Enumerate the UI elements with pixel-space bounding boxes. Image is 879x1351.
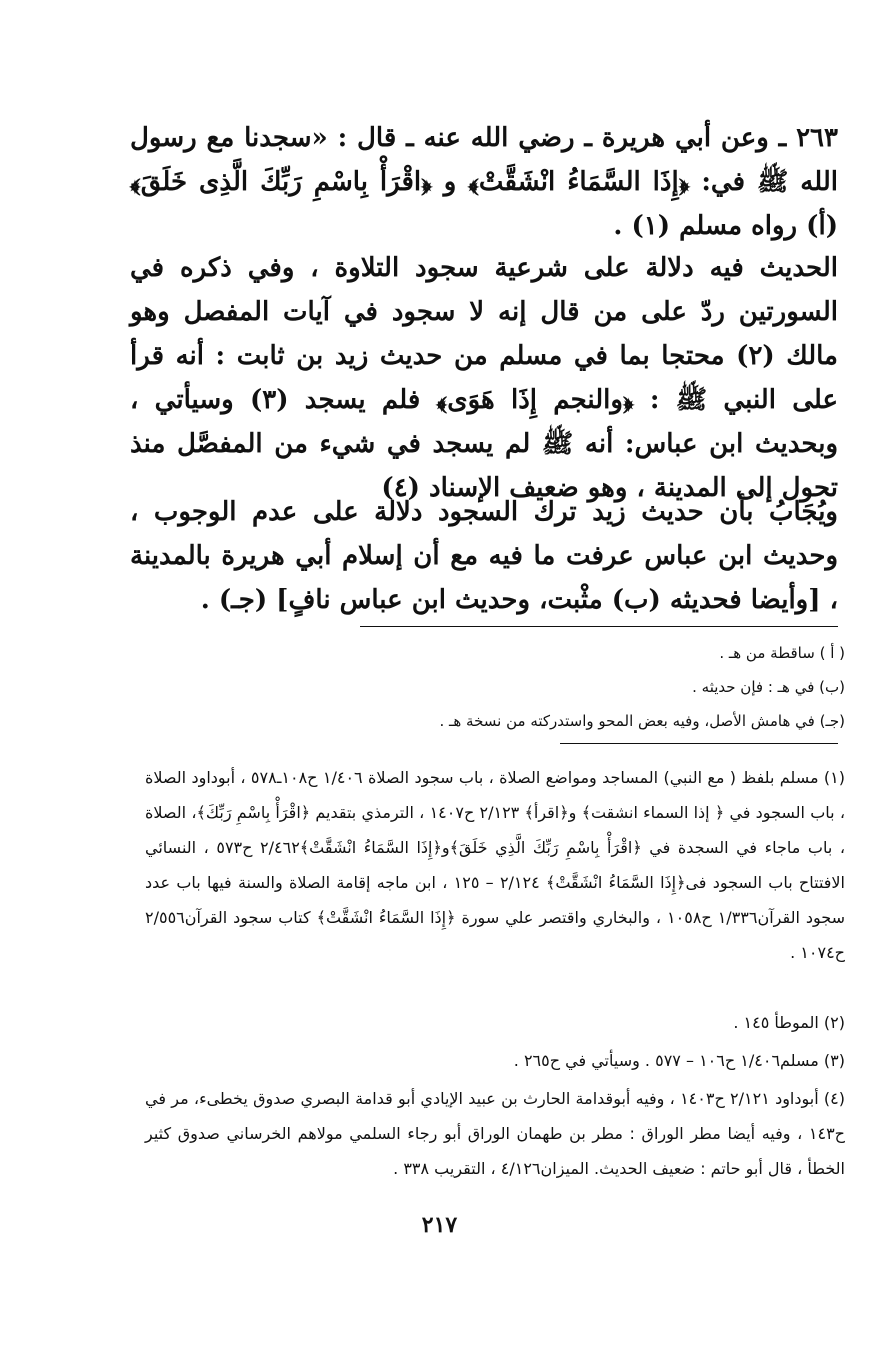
footnote-1: (١) مسلم بلفظ ( مع النبي) المساجد ومواضع الصلاة ، باب سجود الصلاة ١/٤٠٦ ح١٠٨ـ٥٧٨ ، أبوداود الصلاة ، باب السجود في ﴿ إذا السماء انشقت﴾ و﴿اقرأ﴾ ٢/١٢٣ ح١٤٠٧ ، الترمذي بتقديم ﴿اقْرَأْ بِاسْمِ رَبِّكَ﴾، الصلاة ، باب ماجاء في السجدة في ﴿اقْرَأْ بِاسْمِ رَبِّكَ الَّذِي خَلَقَ﴾و﴿إِذَا السَّمَاءُ انْشَقَّتْ﴾٢/٤٦٢ ح٥٧٣ ، النسائي الافتتاح باب السجود فى﴿إِذَا السَّمَاءُ انْشَقَّتْ﴾ ٢/١٢٤ – ١٢٥ ، ابن ماجه إقامة الصلاة والسنة فيها باب عدد سجود القرآن١/٣٣٦ ح١٠٥٨ ، والبخاري واقتصر علي سورة ﴿إِذَا السَّمَاءُ انْشَقَّتْ﴾ كتاب سجود القرآن٢/٥٥٦ ح١٠٧٤ . <box>145 768 846 962</box>
variant-note-c: (جـ) في هامش الأصل، وفيه بعض المحو واستدركته من نسخة هـ . <box>439 712 845 730</box>
variant-notes <box>300 636 845 738</box>
hadith-paragraph: ٢٦٣ ـ وعن أبي هريرة ـ رضي الله عنه ـ قال : «سجدنا مع رسول الله ﷺ في: ﴿إِذَا السَّمَاءُ انْشَقَّتْ﴾ و ﴿اقْرَأْ بِاسْمِ رَبِّكَ الَّذِى خَلَقَ﴾ (أ) رواه مسلم (١) . <box>130 123 838 241</box>
variant-note-a: ( أ ) ساقطة من هـ . <box>719 644 845 662</box>
response-paragraph: ويُجَابُ بأن حديث زيد ترك السجود دلالة على عدم الوجوب ، وحديث ابن عباس عرفت ما فيه مع أن إسلام أبي هريرة بالمدينة ، [وأيضا فحديثه (ب) مثْبت، وحديث ابن عباس نافٍ] (جـ) . <box>130 497 838 615</box>
page-number: ٢١٧ <box>421 1212 458 1238</box>
commentary-paragraph: الحديث فيه دلالة على شرعية سجود التلاوة ، وفي ذكره في السورتين ردّ على من قال إنه لا سجود في آيات المفصل وهو مالك (٢) محتجا بما في مسلم من حديث زيد بن ثابت : أنه قرأ على النبي ﷺ : ﴿والنجم إِذَا هَوَى﴾ فلم يسجد (٣) وسيأتي ، وبحديث ابن عباس: أنه ﷺ لم يسجد في شيء من المفصَّل منذ تحول إلى المدينة ، وهو ضعيف الإسناد (٤) <box>130 253 838 503</box>
variant-note-b: (ب) في هـ : فإن حديثه . <box>692 678 845 696</box>
footnote-separator-2 <box>560 743 838 744</box>
footnote-4: (٤) أبوداود ٢/١٢١ ح١٤٠٣ ، وفيه أبوقدامة الحارث بن عبيد الإيادي أبو قدامة البصري صدوق يخطىء، مر في ح١٤٣ ، وفيه أيضا مطر الوراق : مطر بن طهمان الوراق أبو رجاء السلمي مولاهم الخرساني صدوق كثير الخطأ ، قال أبو حاتم : ضعيف الحديث. الميزان٤/١٢٦ ، التقريب ٣٣٨ . <box>145 1089 845 1178</box>
footnote-separator <box>360 626 838 627</box>
footnote-2: (٢) الموطأ ١٤٥ . <box>733 1013 845 1032</box>
footnote-3: (٣) مسلم١/٤٠٦ ح١٠٦ – ٥٧٧ . وسيأتي في ح٢٦٥ . <box>513 1051 845 1070</box>
